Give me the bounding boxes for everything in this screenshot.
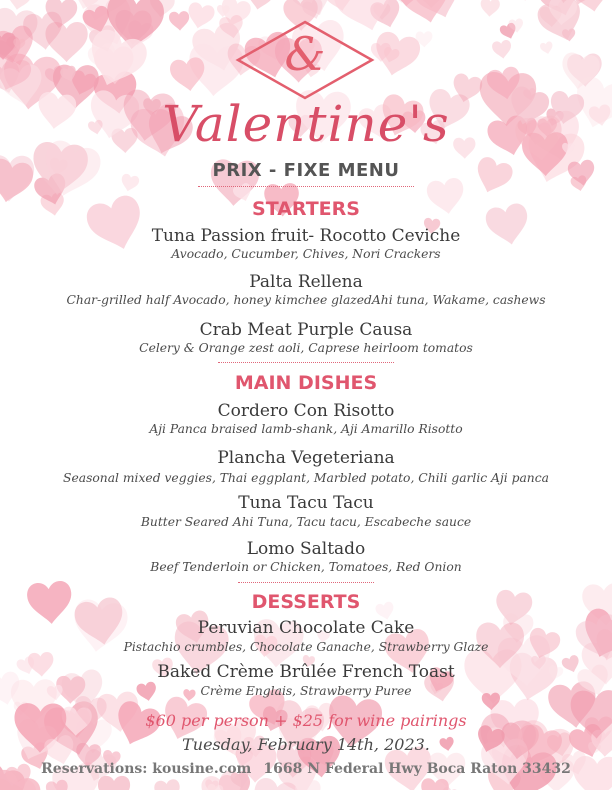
event-date: Tuesday, February 14th, 2023. — [182, 735, 430, 754]
menu-item-description: Beef Tenderloin or Chicken, Tomatoes, Red Onion — [150, 560, 462, 574]
divider — [218, 362, 394, 363]
menu-item-description: Seasonal mixed veggies, Thai eggplant, Marbled potato, Chili garlic Aji panca — [63, 471, 549, 485]
menu-item-description: Aji Panca braised lamb-shank, Aji Amarillo Risotto — [149, 422, 463, 436]
menu-item-name: Tuna Tacu Tacu — [238, 493, 374, 513]
menu-item-description: Crème Englais, Strawberry Puree — [200, 684, 412, 698]
address-text: 1668 N Federal Hwy Boca Raton 33432 — [263, 761, 571, 777]
reservations-link[interactable]: Reservations: kousine.com — [41, 761, 252, 777]
menu-item-name: Palta Rellena — [249, 272, 363, 292]
pricing-text: $60 per person + $25 for wine pairings — [145, 711, 467, 730]
divider — [238, 582, 374, 583]
menu-item-name: Lomo Saltado — [246, 539, 366, 559]
menu-item-description: Butter Seared Ahi Tuna, Tacu tacu, Escabeche sauce — [140, 515, 472, 529]
section-heading-main-dishes: MAIN DISHES — [234, 372, 378, 394]
logo — [232, 18, 378, 102]
menu-item-description: Celery & Orange zest aoli, Caprese heirloom tomatos — [139, 341, 473, 355]
menu-item-name: Plancha Vegeteriana — [217, 448, 395, 468]
footer — [0, 760, 612, 778]
page-title: Valentine's — [162, 95, 450, 153]
section-heading-starters: STARTERS — [252, 198, 360, 220]
menu-item-description: Pistachio crumbles, Chocolate Ganache, Strawberry Glaze — [123, 640, 489, 654]
menu-item-name: Cordero Con Risotto — [217, 401, 395, 421]
menu-item-description: Char-grilled half Avocado, honey kimchee glazedAhi tuna, Wakame, cashews — [66, 293, 546, 307]
menu-item-description: Avocado, Cucumber, Chives, Nori Crackers — [171, 247, 441, 261]
section-heading-desserts: DESSERTS — [251, 591, 361, 613]
menu-item-name: Peruvian Chocolate Cake — [197, 618, 415, 638]
menu-item-name: Tuna Passion fruit- Rocotto Ceviche — [151, 226, 461, 246]
divider — [198, 186, 414, 187]
menu-subtitle: PRIX - FIXE MENU — [212, 160, 400, 181]
menu-item-name: Baked Crème Brûlée French Toast — [157, 662, 455, 682]
logo-ampersand: & — [284, 27, 326, 81]
menu-item-name: Crab Meat Purple Causa — [199, 320, 413, 340]
